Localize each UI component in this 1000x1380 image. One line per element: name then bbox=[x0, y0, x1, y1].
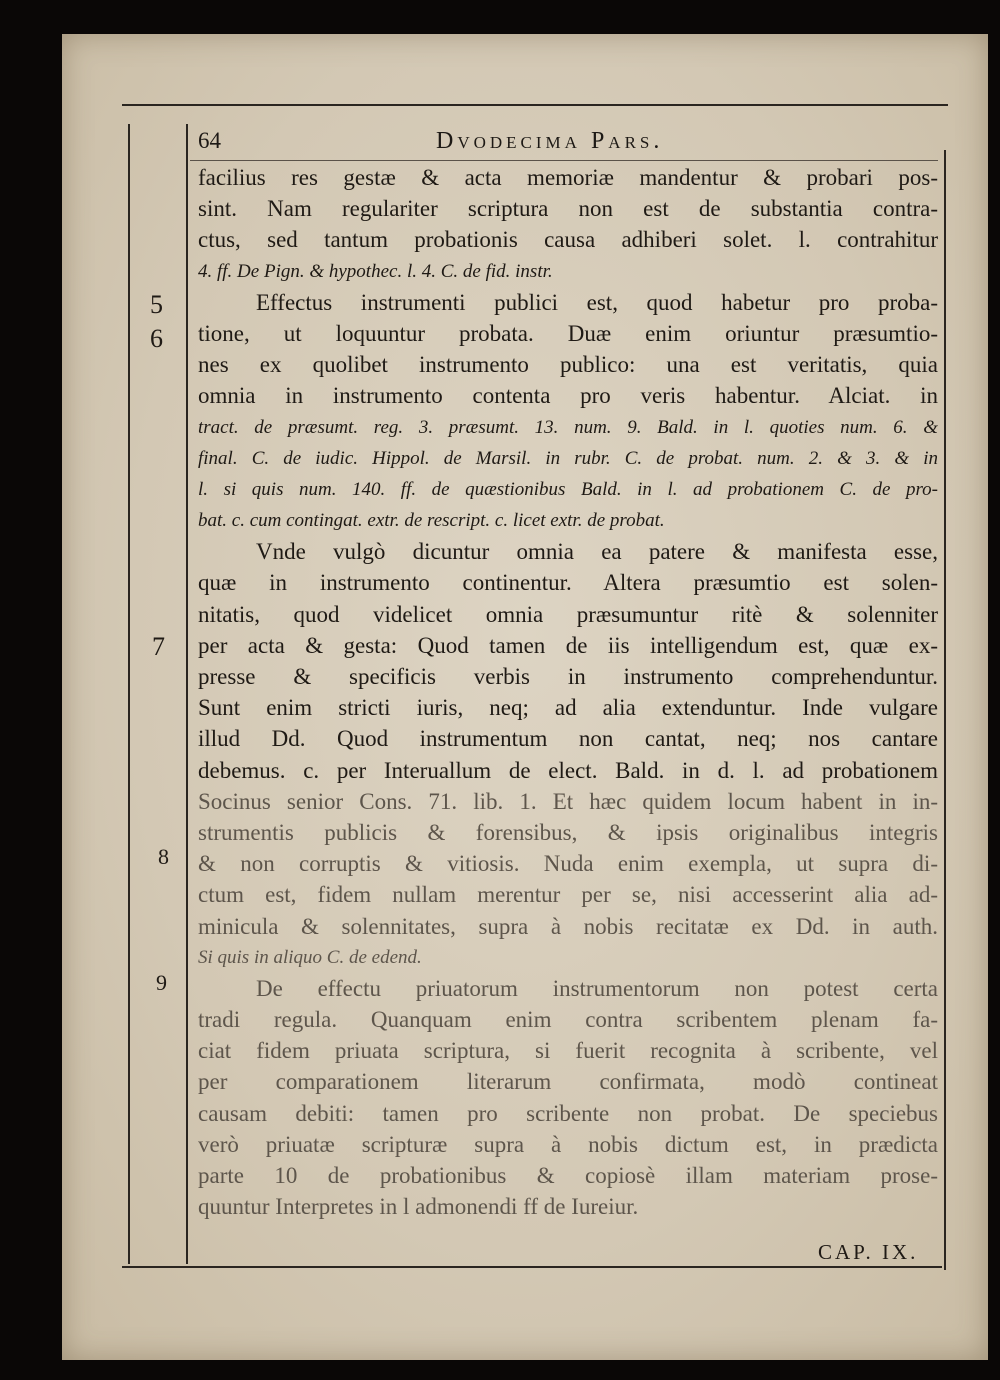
text-line: nitatis, quod videlicet omnia præsumuntur ritè & solenniter bbox=[198, 601, 938, 627]
text-line: De effectu priuatorum instrumentorum non potest certa bbox=[256, 975, 938, 1001]
text-line: facilius res gestæ & acta memoriæ mandentur & probari pos- bbox=[198, 165, 938, 190]
inner-left-rule bbox=[186, 124, 188, 1264]
text-line: tione, ut loquuntur probata. Duæ enim oriuntur præsumtio- bbox=[198, 320, 938, 346]
margin-number-6: 6 bbox=[150, 324, 163, 353]
text-line: ctum est, fidem nullam merentur per se, nisi accesserint alia ad- bbox=[198, 882, 938, 908]
bottom-rule bbox=[122, 1266, 942, 1268]
outer-left-rule bbox=[128, 124, 130, 1264]
catchword: CAP. IX. bbox=[818, 1240, 919, 1264]
body-text bbox=[198, 162, 938, 1222]
margin-number-7: 7 bbox=[152, 632, 165, 661]
text-line: ctus, sed tantum probationis causa adhiberi solet. l. contrahitur bbox=[198, 227, 938, 253]
text-line: minicula & solennitates, supra à nobis recitatæ ex Dd. in auth. bbox=[198, 913, 938, 939]
text-line: strumentis publicis & forensibus, & ipsis originalibus integris bbox=[198, 819, 938, 845]
text-line: & non corruptis & vitiosis. Nuda enim exempla, ut supra di- bbox=[198, 851, 938, 877]
text-line: debemus. c. per Interuallum de elect. Bald. in d. l. ad probationem bbox=[198, 757, 938, 783]
text-line: per comparationem literarum confirmata, modò contineat bbox=[198, 1069, 938, 1095]
text-line: quæ in instrumento continentur. Altera præsumtio est solen- bbox=[198, 570, 938, 596]
text-line: final. C. de iudic. Hippol. de Marsil. in rubr. C. de probat. num. 2. & 3. & in bbox=[198, 447, 938, 469]
text-line: causam debiti: tamen pro scribente non probat. De speciebus bbox=[198, 1100, 938, 1126]
right-rule bbox=[944, 150, 946, 1270]
text-line: illud Dd. Quod instrumentum non cantat, neq; nos cantare bbox=[198, 726, 938, 752]
page-number: 64 bbox=[198, 128, 221, 153]
text-line: Sunt enim stricti iuris, neq; ad alia extenduntur. Inde vulgare bbox=[198, 695, 938, 721]
text-line: sint. Nam regulariter scriptura non est de substantia contra- bbox=[198, 196, 938, 222]
margin-number-9: 9 bbox=[156, 970, 167, 995]
text-line: quuntur Interpretes in l admonendi ff de Iureiur. bbox=[198, 1194, 639, 1220]
text-line: nes ex quolibet instrumento publico: una est veritatis, quia bbox=[198, 352, 938, 378]
text-line: parte 10 de probationibus & copiosè illam materiam prose- bbox=[198, 1163, 938, 1188]
text-line: verò priuatæ scripturæ supra à nobis dictum est, in prædicta bbox=[198, 1131, 938, 1157]
text-line: Socinus senior Cons. 71. lib. 1. Et hæc quidem locum habent in in- bbox=[198, 788, 938, 814]
running-head: Dvodecima Pars. bbox=[436, 128, 664, 154]
text-line: Vnde vulgò dicuntur omnia ea patere & manifesta esse, bbox=[256, 539, 938, 565]
text-line: bat. c. cum contingat. extr. de rescript. c. licet extr. de probat. bbox=[198, 510, 665, 532]
text-line: per acta & gesta: Quod tamen de iis intelligendum est, quæ ex- bbox=[198, 632, 938, 658]
top-rule bbox=[122, 104, 948, 106]
text-line: ciat fidem priuata scriptura, si fuerit recognita à scribente, vel bbox=[198, 1038, 938, 1064]
text-line: tract. de præsumt. reg. 3. præsumt. 13. num. 9. Bald. in l. quoties num. 6. & bbox=[198, 416, 938, 438]
text-line: 4. ff. De Pign. & hypothec. l. 4. C. de fid. instr. bbox=[198, 260, 553, 282]
text-line: l. si quis num. 140. ff. de quæstionibus Bald. in l. ad probationem C. de pro- bbox=[198, 478, 938, 500]
text-line: Si quis in aliquo C. de edend. bbox=[198, 946, 422, 968]
margin-number-8: 8 bbox=[158, 844, 169, 869]
text-line: presse & specificis verbis in instrumento comprehenduntur. bbox=[198, 664, 938, 689]
text-line: omnia in instrumento contenta pro veris habentur. Alciat. in bbox=[198, 383, 938, 409]
margin-number-5: 5 bbox=[150, 290, 163, 319]
page-header bbox=[196, 128, 936, 162]
text-line: Effectus instrumenti publici est, quod habetur pro proba- bbox=[256, 289, 938, 315]
text-line: tradi regula. Quanquam enim contra scribentem plenam fa- bbox=[198, 1007, 938, 1033]
